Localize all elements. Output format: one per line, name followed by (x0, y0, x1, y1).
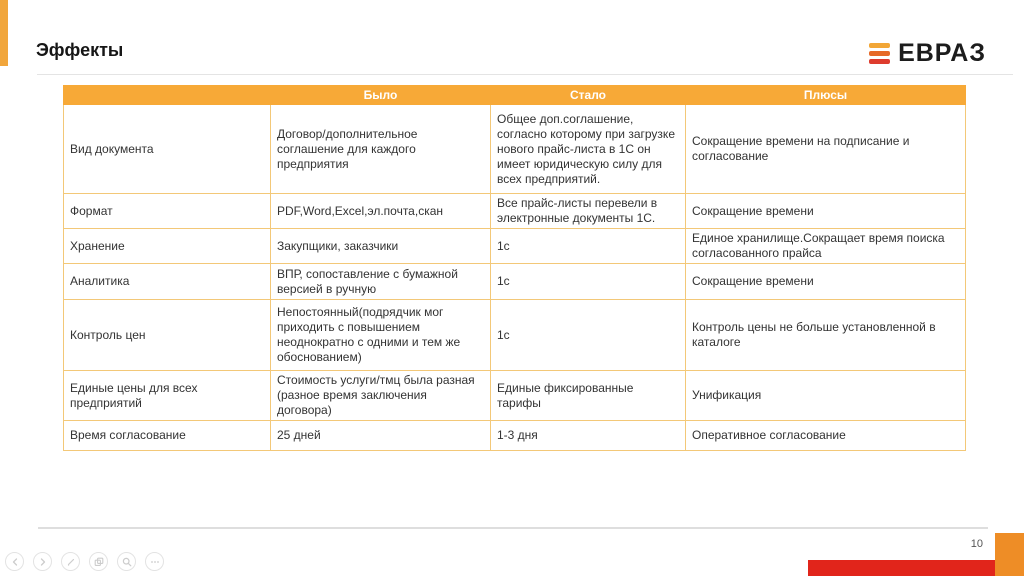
table-cell: Оперативное согласование (686, 421, 966, 451)
table-header-row (64, 86, 966, 105)
table-cell: Контроль цены не больше установленной в каталоге (686, 300, 966, 371)
table-cell: Единые цены для всех предприятий (64, 371, 271, 421)
table-cell: Единое хранилище.Сокращает время поиска согласованного прайса (686, 229, 966, 264)
table-cell: Аналитика (64, 264, 271, 300)
table-cell: Договор/дополнительное соглашение для каждого предприятия (271, 105, 491, 194)
table-cell: Все прайс-листы перевели в электронные документы 1С. (491, 194, 686, 229)
table-row (64, 194, 966, 229)
table-cell: Унификация (686, 371, 966, 421)
table-cell: Стоимость услуги/тмц была разная (разное время заключения договора) (271, 371, 491, 421)
page-title: Эффекты (36, 40, 124, 60)
chevron-right-icon (37, 556, 49, 568)
table-header-empty (64, 86, 271, 105)
evraz-logo (869, 39, 986, 67)
table-cell: Сокращение времени (686, 264, 966, 300)
table-header-pluses: Плюсы (686, 86, 966, 105)
table-cell: 1-3 дня (491, 421, 686, 451)
bottom-orange-square (995, 533, 1024, 576)
bottom-red-bar (808, 560, 995, 576)
table-cell: Время согласование (64, 421, 271, 451)
slides-overview-button[interactable] (89, 552, 108, 571)
table-cell: Хранение (64, 229, 271, 264)
table-cell: Контроль цен (64, 300, 271, 371)
table-cell: Единые фиксированные тарифы (491, 371, 686, 421)
evraz-logo-bars-icon (869, 43, 890, 64)
table-cell: Сокращение времени на подписание и согласование (686, 105, 966, 194)
table-cell: PDF,Word,Excel,эл.почта,скан (271, 194, 491, 229)
table-cell: Закупщики, заказчики (271, 229, 491, 264)
page-number: 10 (970, 538, 983, 550)
table-cell: Общее доп.соглашение, согласно которому при загрузке нового прайс-листа в 1С он имеет юридическую силу для всех предприятий. (491, 105, 686, 194)
table-row (64, 105, 966, 194)
table-cell: Сокращение времени (686, 194, 966, 229)
table-header-was: Было (271, 86, 491, 105)
table-row (64, 264, 966, 300)
header-divider (37, 74, 1013, 75)
pen-draw-button[interactable] (61, 552, 80, 571)
footer-divider (38, 527, 988, 529)
previous-slide-button[interactable] (5, 552, 24, 571)
ellipsis-icon (149, 556, 161, 568)
slides-overview-icon (93, 556, 105, 568)
table-cell: 1с (491, 300, 686, 371)
effects-table (63, 85, 966, 451)
viewer-toolbar (5, 552, 164, 571)
table-cell: 1с (491, 264, 686, 300)
table-cell: Непостоянный(подрядчик мог приходить с повышением неоднократно с одними и тем же обоснованием) (271, 300, 491, 371)
magnifier-icon (121, 556, 133, 568)
table-cell: 1с (491, 229, 686, 264)
more-options-button[interactable] (145, 552, 164, 571)
table-row (64, 371, 966, 421)
table-row (64, 229, 966, 264)
next-slide-button[interactable] (33, 552, 52, 571)
table-row (64, 421, 966, 451)
table-cell: Формат (64, 194, 271, 229)
table-header-became: Стало (491, 86, 686, 105)
evraz-logo-text: ЕВРАЗ (898, 39, 986, 67)
table-row (64, 300, 966, 371)
table-cell: ВПР, сопоставление с бумажной версией в ручную (271, 264, 491, 300)
table-cell: Вид документа (64, 105, 271, 194)
pen-icon (65, 556, 77, 568)
chevron-left-icon (9, 556, 21, 568)
left-accent-bar (0, 0, 8, 66)
zoom-search-button[interactable] (117, 552, 136, 571)
table-cell: 25 дней (271, 421, 491, 451)
